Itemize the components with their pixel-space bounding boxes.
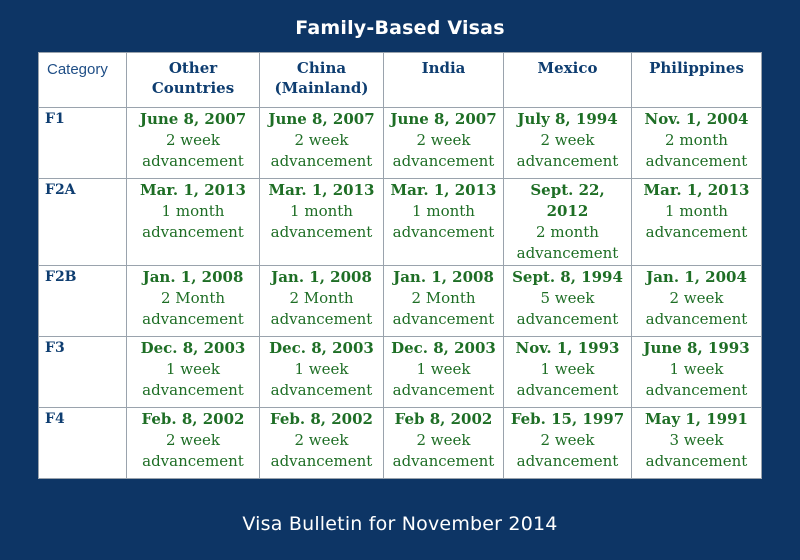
cell-date: Feb. 8, 2002: [141, 410, 245, 428]
cell-date: June 8, 2007: [139, 110, 247, 128]
table-row: [39, 108, 762, 179]
table-row: [39, 408, 762, 479]
table-row: [39, 337, 762, 408]
cell-line: advancement: [270, 152, 373, 170]
row-label: F4: [39, 408, 127, 479]
cell-date: Jan. 1, 2004: [646, 268, 747, 286]
cell-line: advancement: [645, 152, 748, 170]
table-cell: [632, 408, 762, 479]
table-cell: [504, 266, 632, 337]
cell-line: 2 week: [416, 131, 471, 149]
table-header-row: [39, 53, 762, 108]
cell-date: Mar. 1, 2013: [390, 181, 497, 199]
header-line: Other: [168, 59, 218, 77]
row-label: F3: [39, 337, 127, 408]
table-cell: [127, 408, 260, 479]
cell-date: Nov. 1, 1993: [515, 339, 620, 357]
table-cell: [384, 179, 504, 266]
cell-line: 3 week: [669, 431, 724, 449]
cell-line: 1 week: [416, 360, 471, 378]
cell-line: advancement: [270, 223, 373, 241]
table-cell: [504, 108, 632, 179]
visa-bulletin-table: [38, 52, 762, 479]
header-line: Philippines: [649, 59, 744, 77]
cell-line: advancement: [392, 223, 495, 241]
cell-line: advancement: [142, 310, 244, 328]
cell-date: Dec. 8, 2003: [391, 339, 496, 357]
cell-line: 1 month: [665, 202, 728, 220]
cell-line: advancement: [516, 381, 619, 399]
cell-line: 1 month: [290, 202, 353, 220]
cell-line: 2 week: [166, 131, 220, 149]
cell-line: 2 Month: [411, 289, 476, 307]
table-cell: [384, 408, 504, 479]
cell-date: Sept. 22,: [530, 181, 605, 199]
cell-line: 1 week: [669, 360, 724, 378]
table-row: [39, 266, 762, 337]
cell-date: Sept. 8, 1994: [512, 268, 623, 286]
table-cell: [260, 108, 384, 179]
header-line: Category: [47, 61, 108, 78]
cell-date: June 8, 2007: [268, 110, 375, 128]
header-line: India: [421, 59, 466, 77]
cell-line: 2 month: [665, 131, 728, 149]
cell-line: 2 week: [669, 289, 724, 307]
cell-date: 2012: [546, 202, 589, 220]
cell-line: advancement: [645, 223, 748, 241]
cell-line: advancement: [645, 381, 748, 399]
table-cell: [384, 337, 504, 408]
row-label: F1: [39, 108, 127, 179]
cell-line: 2 week: [166, 431, 220, 449]
cell-line: 2 Month: [289, 289, 354, 307]
cell-line: advancement: [516, 310, 619, 328]
page-title: Family-Based Visas: [295, 17, 505, 39]
cell-date: Feb. 15, 1997: [510, 410, 625, 428]
cell-line: advancement: [142, 452, 244, 470]
cell-date: Mar. 1, 2013: [140, 181, 246, 199]
cell-line: advancement: [142, 381, 244, 399]
cell-line: advancement: [392, 310, 495, 328]
cell-line: 5 week: [540, 289, 595, 307]
cell-line: advancement: [645, 310, 748, 328]
table-cell: [127, 266, 260, 337]
cell-date: Mar. 1, 2013: [268, 181, 375, 199]
header-line: Mexico: [537, 59, 598, 77]
cell-date: Nov. 1, 2004: [644, 110, 749, 128]
cell-line: advancement: [142, 223, 244, 241]
cell-line: advancement: [645, 452, 748, 470]
cell-date: Jan. 1, 2008: [142, 268, 244, 286]
table-cell: [127, 179, 260, 266]
cell-line: 1 week: [294, 360, 349, 378]
table-row: [39, 179, 762, 266]
cell-line: 1 month: [161, 202, 225, 220]
column-header-other-countries: [127, 53, 260, 108]
column-header-india: [384, 53, 504, 108]
table-cell: [260, 408, 384, 479]
cell-date: Feb. 8, 2002: [270, 410, 373, 428]
row-label: F2A: [39, 179, 127, 266]
table-cell: [260, 266, 384, 337]
table-cell: [504, 179, 632, 266]
table-cell: [632, 337, 762, 408]
column-header-mexico: [504, 53, 632, 108]
cell-line: advancement: [516, 452, 619, 470]
cell-date: Feb 8, 2002: [394, 410, 493, 428]
cell-line: 2 week: [540, 431, 595, 449]
table-cell: [632, 108, 762, 179]
table-cell: [260, 337, 384, 408]
cell-line: advancement: [516, 244, 619, 262]
table-cell: [384, 108, 504, 179]
table-cell: [504, 408, 632, 479]
cell-date: May 1, 1991: [645, 410, 748, 428]
cell-date: Jan. 1, 2008: [271, 268, 372, 286]
column-header-category: [39, 53, 127, 108]
cell-line: 2 week: [294, 131, 349, 149]
column-header-philippines: [632, 53, 762, 108]
cell-date: July 8, 1994: [517, 110, 618, 128]
table-cell: [504, 337, 632, 408]
cell-line: 2 month: [536, 223, 599, 241]
cell-line: 2 week: [416, 431, 471, 449]
cell-line: 1 week: [166, 360, 220, 378]
cell-line: advancement: [270, 381, 373, 399]
table-cell: [632, 266, 762, 337]
cell-line: 2 week: [540, 131, 595, 149]
table-cell: [127, 108, 260, 179]
column-header-china: [260, 53, 384, 108]
cell-line: advancement: [270, 310, 373, 328]
cell-line: advancement: [516, 152, 619, 170]
table-cell: [260, 179, 384, 266]
header-line: (Mainland): [274, 79, 369, 97]
cell-line: advancement: [142, 152, 244, 170]
header-line: Countries: [151, 79, 235, 97]
cell-line: advancement: [270, 452, 373, 470]
cell-date: Dec. 8, 2003: [140, 339, 246, 357]
bulletin-caption: Visa Bulletin for November 2014: [242, 513, 558, 535]
cell-date: June 8, 1993: [643, 339, 750, 357]
cell-line: 1 week: [540, 360, 595, 378]
table-cell: [632, 179, 762, 266]
cell-line: advancement: [392, 152, 495, 170]
cell-date: June 8, 2007: [390, 110, 497, 128]
row-label: F2B: [39, 266, 127, 337]
cell-line: advancement: [392, 452, 495, 470]
cell-line: 1 month: [412, 202, 475, 220]
cell-date: Jan. 1, 2008: [393, 268, 494, 286]
table-cell: [127, 337, 260, 408]
header-line: China: [296, 59, 347, 77]
table-cell: [384, 266, 504, 337]
cell-line: advancement: [392, 381, 495, 399]
cell-line: 2 week: [294, 431, 349, 449]
cell-line: 2 Month: [160, 289, 226, 307]
cell-date: Mar. 1, 2013: [643, 181, 750, 199]
cell-date: Dec. 8, 2003: [269, 339, 374, 357]
